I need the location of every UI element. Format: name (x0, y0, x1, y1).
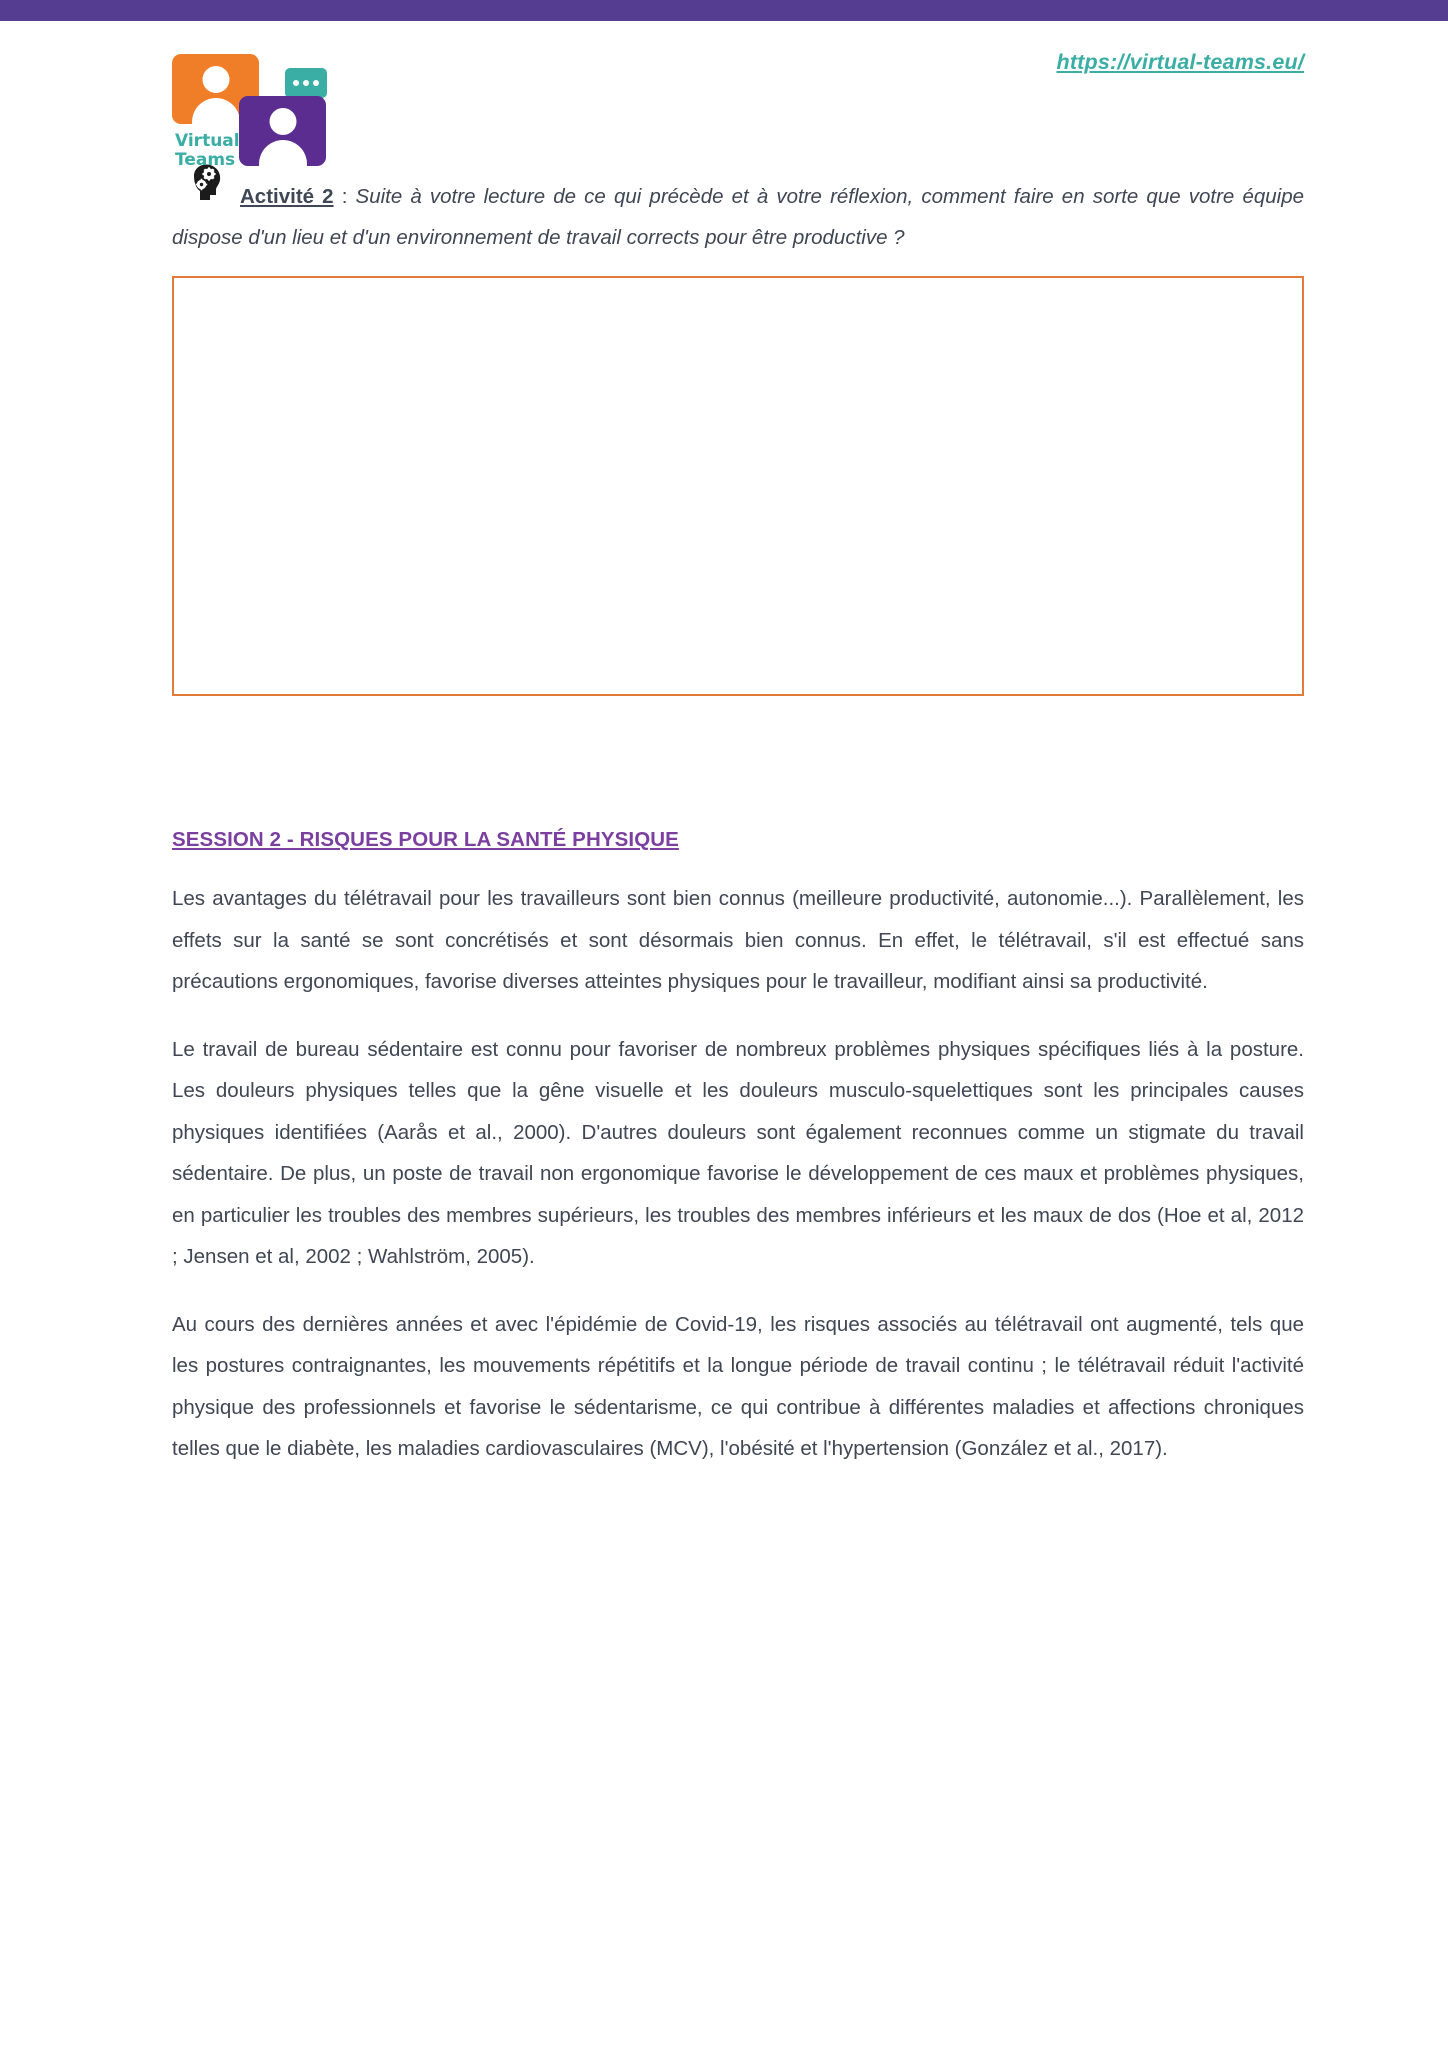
activity-answer-box[interactable] (172, 276, 1304, 696)
site-url-link[interactable]: https://virtual-teams.eu/ (1056, 50, 1304, 74)
paragraph-3: Au cours des dernières années et avec l'épidémie de Covid-19, les risques associés au télétravail ont augmenté, tels que les postures contraignantes, les mouvements répétitifs et la longue période de travail continu ; le télétravail réduit l'activité physique des professionnels et favorise le sédentarisme, ce qui contribue à différentes maladies et affections chroniques telles que le diabète, les maladies cardiovasculaires (MCV), l'obésité et l'hypertension (González et al., 2017). (172, 1312, 1304, 1460)
logo-wordmark-line2: Teams (175, 150, 236, 170)
session-body (172, 878, 1304, 1470)
session-heading: SESSION 2 - RISQUES POUR LA SANTÉ PHYSIQUE (172, 828, 679, 851)
logo-person-head-2 (269, 108, 296, 135)
logo-person-head (202, 66, 229, 93)
activity-question-text: Suite à votre lecture de ce qui précède et à votre réflexion, comment faire en sorte que votre équipe dispose d'un lieu et d'un environnement de travail corrects pour être productive ? (172, 185, 1304, 249)
activity-separator: : (333, 185, 356, 208)
top-purple-bar (0, 0, 1448, 21)
paragraph-2: Le travail de bureau sédentaire est connu pour favoriser de nombreux problèmes physiques spécifiques liés à la posture. Les douleurs physiques telles que la gêne visuelle et les douleurs musculo-squelettiques sont les principales causes physiques identifiées (Aarås et al., 2000). D'autres douleurs sont également reconnues comme un stigmate du travail sédentaire. De plus, un poste de travail non ergonomique favorise le développement de ces maux et problèmes physiques, en particulier les troubles des membres supérieurs, les troubles des membres inférieurs et les maux de dos (Hoe et al, 2012 ; Jensen et al, 2002 ; Wahlström, 2005). (172, 1037, 1304, 1268)
paragraph-1: Les avantages du télétravail pour les travailleurs sont bien connus (meilleure productivité, autonomie...). Parallèlement, les effets sur la santé se sont concrétisés et sont désormais bien connus. En effet, le télétravail, s'il est effectué sans précautions ergonomiques, favorise diverses atteintes physiques pour le travailleur, modifiant ainsi sa productivité. (172, 887, 1304, 993)
logo-wordmark (175, 132, 240, 170)
page-header (0, 21, 1448, 176)
virtual-teams-logo (172, 54, 352, 174)
logo-person-body (192, 98, 240, 124)
document-page (0, 21, 1448, 1470)
chat-dots (285, 80, 327, 86)
activity-question (172, 176, 1304, 258)
logo-purple-card (239, 96, 326, 166)
logo-person-body-2 (259, 140, 307, 166)
activity-label: Activité 2 (240, 185, 334, 208)
activity-block (0, 176, 1448, 258)
logo-wordmark-line1: Virtual (175, 131, 240, 151)
chat-bubble-icon (285, 68, 327, 98)
